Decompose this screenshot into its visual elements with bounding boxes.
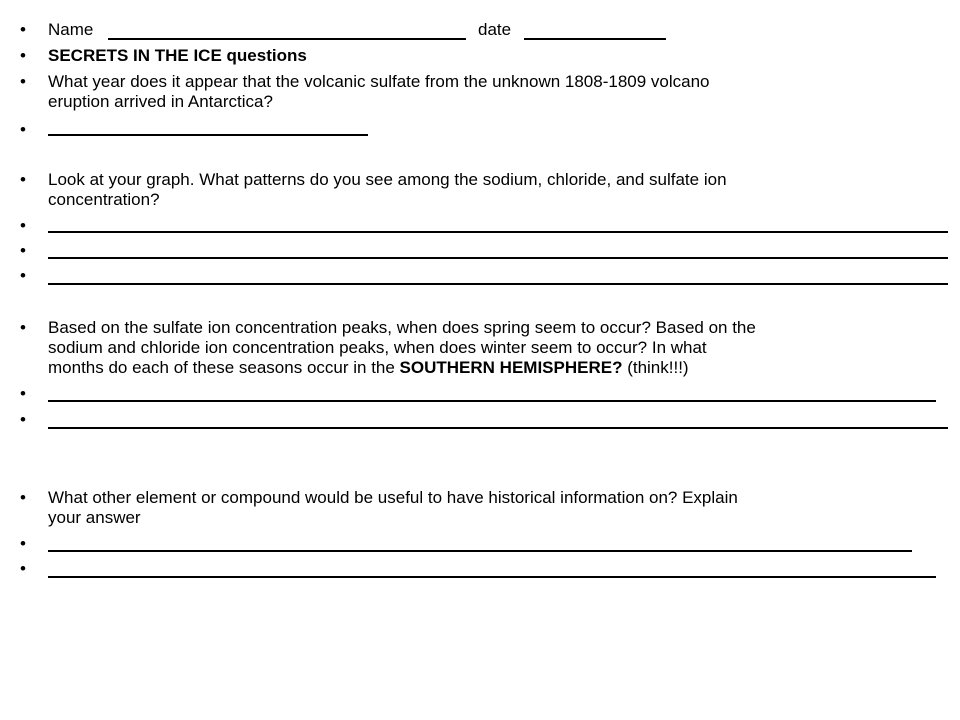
worksheet-title: SECRETS IN THE ICE questions — [48, 46, 307, 65]
bullet: • — [20, 488, 26, 507]
bullet: • — [20, 384, 26, 403]
question-2-line-2: concentration? — [48, 190, 160, 209]
question-4-line-2: your answer — [48, 508, 141, 527]
question-3-line-1: Based on the sulfate ion concentration peaks, when does spring seem to occur? Based on the — [48, 318, 756, 337]
question-2-answer-line-1[interactable] — [48, 231, 948, 233]
name-answer-line[interactable] — [108, 38, 466, 40]
bullet: • — [20, 46, 26, 65]
question-4-line-1: What other element or compound would be useful to have historical information on? Explain — [48, 488, 738, 507]
question-4-answer-line-1[interactable] — [48, 550, 912, 552]
name-label: Name — [48, 20, 94, 39]
bullet: • — [20, 266, 26, 285]
question-3-line-2: sodium and chloride ion concentration peaks, when does winter seem to occur? In what — [48, 338, 707, 357]
question-2-answer-line-3[interactable] — [48, 283, 948, 285]
southern-hemisphere-emphasis: SOUTHERN HEMISPHERE? — [399, 358, 623, 377]
question-1-line-2: eruption arrived in Antarctica? — [48, 92, 273, 111]
question-3-line-3 — [48, 358, 948, 378]
bullet: • — [20, 170, 26, 189]
question-4-answer-line-2[interactable] — [48, 576, 936, 578]
bullet: • — [20, 20, 26, 39]
bullet: • — [20, 559, 26, 578]
date-label: date — [478, 20, 512, 39]
bullet: • — [20, 318, 26, 337]
question-2-answer-line-2[interactable] — [48, 257, 948, 259]
bullet: • — [20, 216, 26, 235]
question-3-answer-line-1[interactable] — [48, 400, 936, 402]
date-answer-line[interactable] — [524, 38, 666, 40]
bullet: • — [20, 410, 26, 429]
question-2-line-1: Look at your graph. What patterns do you see among the sodium, chloride, and sulfate ion — [48, 170, 727, 189]
question-1-answer-line[interactable] — [48, 134, 368, 136]
question-3-answer-line-2[interactable] — [48, 427, 948, 429]
bullet: • — [20, 534, 26, 553]
bullet: • — [20, 241, 26, 260]
bullet: • — [20, 72, 26, 91]
question-3-line-3-start: months do each of these seasons occur in the — [48, 358, 400, 377]
bullet: • — [20, 120, 26, 139]
question-3-line-3-end: (think!!!) — [622, 358, 689, 377]
question-1-line-1: What year does it appear that the volcanic sulfate from the unknown 1808-1809 volcano — [48, 72, 710, 91]
